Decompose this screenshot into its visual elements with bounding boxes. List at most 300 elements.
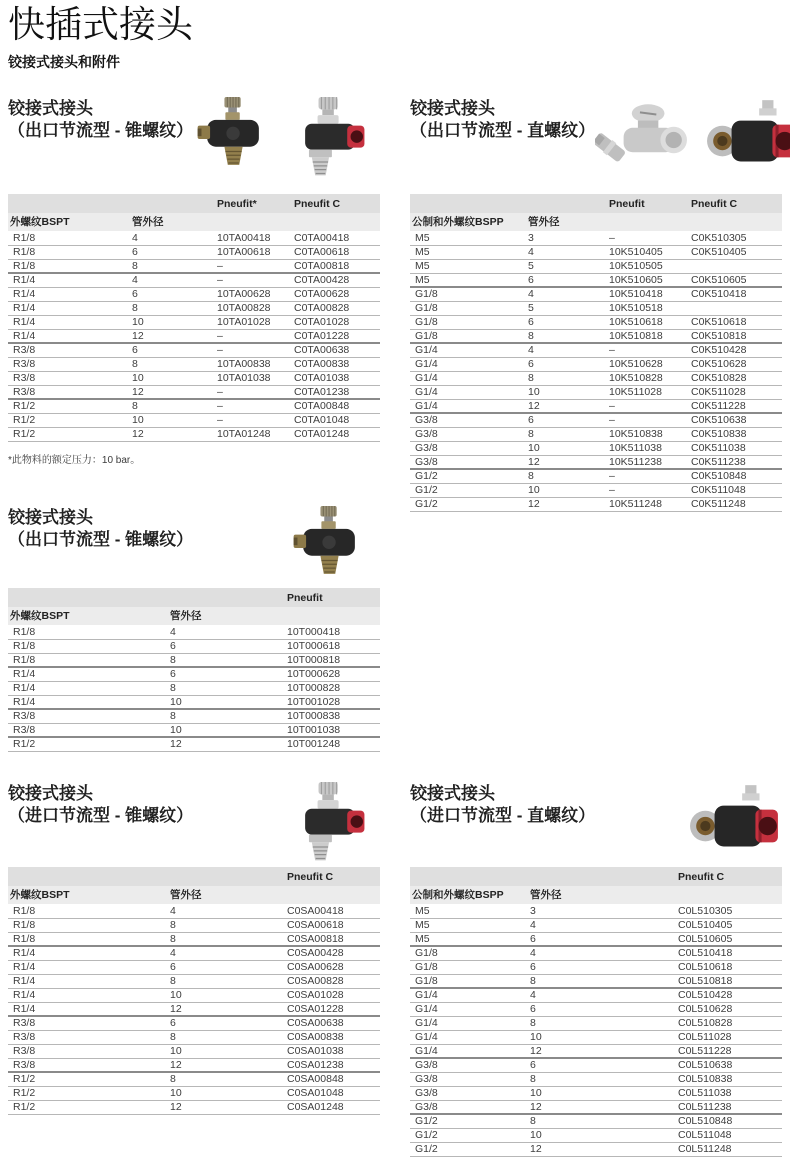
table-row (410, 1044, 782, 1058)
thread-size-cell: R1/4 (8, 960, 168, 974)
tube-od-cell: 6 (130, 245, 215, 259)
part-number-cell: 10K510518 (607, 301, 689, 315)
tube-od-cell: 10 (528, 1128, 676, 1142)
thread-size-cell: R3/8 (8, 709, 168, 723)
part-number-cell: – (607, 399, 689, 413)
part-number-cell: – (215, 273, 292, 287)
table-row (8, 385, 380, 399)
tube-od-cell: 8 (168, 653, 285, 667)
column-header-row (8, 213, 380, 231)
thread-size-cell: R1/4 (8, 287, 130, 301)
thread-size-cell: R1/2 (8, 1072, 168, 1086)
part-number-cell: C0K510848 (689, 469, 782, 483)
table-row (8, 974, 380, 988)
table-row (8, 315, 380, 329)
part-number-cell: C0SA00618 (285, 918, 380, 932)
tube-od-cell: 6 (168, 1016, 285, 1030)
thread-size-cell: R1/4 (8, 946, 168, 960)
product-range-header: Pneufit* (217, 198, 257, 210)
section-title-line2: （出口节流型 - 直螺纹） (410, 121, 596, 140)
tube-od-cell: 12 (130, 427, 215, 441)
tube-od-cell: 6 (130, 343, 215, 357)
part-number-cell: C0K511228 (689, 399, 782, 413)
part-number-cell: 10TA01028 (215, 315, 292, 329)
tube-od-cell: 3 (526, 231, 607, 245)
part-number-cell: C0K510828 (689, 371, 782, 385)
tube-od-cell: 6 (528, 960, 676, 974)
table-row (8, 695, 380, 709)
part-number-cell: C0SA01228 (285, 1002, 380, 1016)
tube-od-cell: 10 (528, 1030, 676, 1044)
empty-header-cell (168, 867, 285, 886)
tube-od-cell: 12 (528, 1100, 676, 1114)
tube-od-cell: 3 (528, 904, 676, 918)
part-number-cell: C0SA00418 (285, 904, 380, 918)
part-number-cell: C0SA01048 (285, 1086, 380, 1100)
fitting-straight-silver-icon (595, 100, 689, 180)
section-header (410, 96, 782, 194)
table-row (8, 301, 380, 315)
tube-od-cell: 4 (130, 273, 215, 287)
part-number-cell: C0SA00628 (285, 960, 380, 974)
fitting-straight-black-red-icon (705, 100, 790, 180)
section-header (8, 96, 380, 194)
thread-size-cell: G3/8 (410, 1058, 528, 1072)
thread-size-cell: R3/8 (8, 723, 168, 737)
thread-size-cell: G1/2 (410, 1128, 528, 1142)
table-row (410, 399, 782, 413)
empty-header-cell (8, 867, 168, 886)
tube-od-cell: 4 (528, 988, 676, 1002)
part-number-cell: C0L510405 (676, 918, 782, 932)
part-number-cell: C0SA00818 (285, 932, 380, 946)
part-number-cell: 10T000618 (285, 639, 380, 653)
table-row (410, 1002, 782, 1016)
thread-size-cell: R3/8 (8, 1030, 168, 1044)
tube-od-cell: 8 (526, 469, 607, 483)
part-number-cell: 10TA00618 (215, 245, 292, 259)
part-number-cell: – (215, 343, 292, 357)
table-row (410, 1128, 782, 1142)
table-row (8, 737, 380, 751)
part-number-cell: C0SA00828 (285, 974, 380, 988)
thread-size-cell: G1/4 (410, 1044, 528, 1058)
tube-od-cell: 6 (168, 639, 285, 653)
part-number-cell: C0L511248 (676, 1142, 782, 1156)
part-number-cell: 10T001028 (285, 695, 380, 709)
section-title (8, 781, 193, 827)
fitting-cone-black-icon (194, 96, 274, 184)
thread-size-cell: R3/8 (8, 371, 130, 385)
thread-size-cell: R3/8 (8, 357, 130, 371)
tube-od-cell: 10 (130, 315, 215, 329)
thread-size-cell: R1/8 (8, 231, 130, 245)
empty-header-cell (410, 194, 526, 213)
part-number-cell: 10T000828 (285, 681, 380, 695)
product-photos (194, 96, 380, 184)
table-row (8, 273, 380, 287)
tube-od-cell: 4 (526, 245, 607, 259)
table-row (410, 441, 782, 455)
table-row (410, 231, 782, 245)
tube-od-cell: 6 (528, 932, 676, 946)
tube-od-cell: 10 (526, 385, 607, 399)
thread-size-cell: R1/4 (8, 329, 130, 343)
part-number-cell: 10TA01248 (215, 427, 292, 441)
tube-od-cell: 6 (168, 960, 285, 974)
part-number-cell: C0K510418 (689, 287, 782, 301)
section-swivel-inlet-throttle-taper (8, 781, 380, 1115)
thread-size-cell: R1/8 (8, 625, 168, 639)
thread-size-cell: R1/2 (8, 1086, 168, 1100)
table-row (410, 974, 782, 988)
thread-size-cell: G1/2 (410, 1114, 528, 1128)
parts-table (8, 867, 380, 1115)
table-row (8, 1016, 380, 1030)
tube-od-cell: 6 (526, 315, 607, 329)
tube-od-cell: 6 (528, 1058, 676, 1072)
tube-od-cell: 12 (130, 329, 215, 343)
thread-size-cell: G1/4 (410, 399, 526, 413)
part-number-cell: C0SA01028 (285, 988, 380, 1002)
tube-od-cell: 8 (526, 329, 607, 343)
table-row (8, 904, 380, 918)
table-row (410, 932, 782, 946)
section-title (8, 505, 193, 551)
tube-od-cell: 8 (130, 357, 215, 371)
empty-header-cell (168, 588, 285, 607)
thread-size-header: 公制和外螺纹BSPP (412, 889, 504, 901)
table-row (8, 287, 380, 301)
table-row (410, 371, 782, 385)
table-row (8, 231, 380, 245)
part-number-cell: C0L511228 (676, 1044, 782, 1058)
thread-size-cell: G3/8 (410, 413, 526, 427)
part-number-cell: 10T000628 (285, 667, 380, 681)
part-number-cell: C0K510838 (689, 427, 782, 441)
part-number-cell: 10K510405 (607, 245, 689, 259)
part-number-cell: 10K510628 (607, 357, 689, 371)
thread-size-cell: R1/8 (8, 904, 168, 918)
tube-od-cell: 6 (130, 287, 215, 301)
table-row (410, 315, 782, 329)
section-title (410, 96, 595, 142)
part-number-cell: C0L510628 (676, 1002, 782, 1016)
thread-size-cell: G3/8 (410, 1100, 528, 1114)
thread-size-cell: G1/8 (410, 315, 526, 329)
table-row (410, 1072, 782, 1086)
part-number-cell: – (607, 231, 689, 245)
product-range-header: Pneufit C (287, 871, 334, 883)
part-number-cell: C0K510405 (689, 245, 782, 259)
product-range-header: Pneufit (609, 198, 645, 210)
thread-size-cell: R1/4 (8, 974, 168, 988)
thread-size-cell: R1/8 (8, 245, 130, 259)
tube-od-cell: 6 (526, 357, 607, 371)
thread-size-cell: G1/4 (410, 988, 528, 1002)
parts-table (410, 194, 782, 512)
masthead (8, 4, 193, 72)
column-header-row (8, 607, 380, 625)
part-number-cell: C0K511038 (689, 441, 782, 455)
part-number-cell (689, 301, 782, 315)
table-row (410, 329, 782, 343)
tube-od-cell: 4 (528, 946, 676, 960)
product-photos (290, 781, 380, 869)
tube-od-cell: 12 (168, 1100, 285, 1114)
thread-size-cell: R1/8 (8, 259, 130, 273)
part-number-cell: C0K510618 (689, 315, 782, 329)
thread-size-cell: R3/8 (8, 1044, 168, 1058)
tube-od-cell: 5 (526, 301, 607, 315)
table-row (410, 385, 782, 399)
part-number-cell: C0K510818 (689, 329, 782, 343)
table-row (410, 469, 782, 483)
thread-size-cell: R1/8 (8, 932, 168, 946)
part-number-cell: C0L511038 (676, 1086, 782, 1100)
part-number-cell: – (607, 343, 689, 357)
tube-od-cell: 8 (528, 1114, 676, 1128)
part-number-cell: 10T000838 (285, 709, 380, 723)
tube-od-cell: 10 (130, 371, 215, 385)
empty-header-cell (285, 886, 380, 904)
parts-table (8, 194, 380, 442)
part-number-cell: C0K510638 (689, 413, 782, 427)
part-number-cell: C0TA01238 (292, 385, 380, 399)
empty-header-cell (130, 194, 215, 213)
page-title: 快插式接头 (8, 4, 193, 45)
part-number-cell: C0TA00838 (292, 357, 380, 371)
thread-size-cell: R1/4 (8, 681, 168, 695)
tube-od-cell: 12 (526, 497, 607, 511)
part-number-cell: C0K511248 (689, 497, 782, 511)
thread-size-cell: M5 (410, 904, 528, 918)
tube-od-cell: 10 (168, 695, 285, 709)
table-row (410, 343, 782, 357)
tube-od-cell: 8 (528, 1072, 676, 1086)
part-number-cell: 10K511028 (607, 385, 689, 399)
section-title-line2: （进口节流型 - 直螺纹） (410, 806, 596, 825)
section-title-line1: 铰接式接头 (410, 99, 495, 118)
table-row (8, 625, 380, 639)
thread-size-cell: R1/4 (8, 315, 130, 329)
section-title (8, 96, 193, 142)
part-number-cell: C0TA00848 (292, 399, 380, 413)
thread-size-cell: G1/8 (410, 287, 526, 301)
table-row (8, 329, 380, 343)
table-row (8, 653, 380, 667)
empty-header-cell (607, 213, 689, 231)
tube-od-header: 管外径 (132, 216, 164, 228)
thread-size-cell: R1/4 (8, 301, 130, 315)
table-row (8, 259, 380, 273)
section-title (410, 781, 595, 827)
part-number-cell: 10T000818 (285, 653, 380, 667)
table-row (8, 1030, 380, 1044)
part-number-cell: C0L510305 (676, 904, 782, 918)
empty-header-cell (215, 213, 292, 231)
table-row (8, 1100, 380, 1114)
product-range-header: Pneufit C (294, 198, 341, 210)
tube-od-cell: 6 (168, 667, 285, 681)
part-number-cell: C0TA01248 (292, 427, 380, 441)
table-row (410, 1142, 782, 1156)
table-row (8, 371, 380, 385)
part-number-cell: C0L511048 (676, 1128, 782, 1142)
thread-size-cell: M5 (410, 231, 526, 245)
table-row (410, 918, 782, 932)
page-subtitle: 铰接式接头和附件 (8, 53, 120, 70)
part-number-cell: C0L510818 (676, 974, 782, 988)
thread-size-cell: R1/2 (8, 399, 130, 413)
thread-size-cell: R3/8 (8, 343, 130, 357)
part-number-cell: 10T001248 (285, 737, 380, 751)
empty-header-cell (528, 867, 676, 886)
tube-od-cell: 4 (168, 904, 285, 918)
tube-od-cell: 8 (526, 371, 607, 385)
part-number-cell: C0TA01048 (292, 413, 380, 427)
thread-size-cell: R1/2 (8, 1100, 168, 1114)
thread-size-cell: R1/8 (8, 639, 168, 653)
product-photos (688, 781, 782, 865)
part-number-cell: C0L510638 (676, 1058, 782, 1072)
thread-size-cell: R1/4 (8, 695, 168, 709)
tube-od-cell: 12 (168, 1002, 285, 1016)
table-row (410, 413, 782, 427)
part-number-cell: 10K510618 (607, 315, 689, 329)
thread-size-cell: R1/4 (8, 988, 168, 1002)
section-header (8, 781, 380, 867)
table-row (8, 681, 380, 695)
part-number-cell: – (215, 385, 292, 399)
part-number-cell: C0SA00638 (285, 1016, 380, 1030)
table-row (8, 932, 380, 946)
empty-header-cell (410, 867, 528, 886)
part-number-cell: 10TA00418 (215, 231, 292, 245)
fitting-cone-silver-red-icon (290, 96, 370, 184)
table-row (8, 1002, 380, 1016)
table-row (410, 483, 782, 497)
table-row (8, 960, 380, 974)
part-number-cell: 10K511248 (607, 497, 689, 511)
table-row (8, 1044, 380, 1058)
product-header-row (410, 194, 782, 213)
tube-od-cell: 8 (168, 918, 285, 932)
part-number-cell: C0SA00838 (285, 1030, 380, 1044)
tube-od-cell: 4 (526, 287, 607, 301)
tube-od-cell: 12 (130, 385, 215, 399)
thread-size-cell: R1/4 (8, 1002, 168, 1016)
product-range-header: Pneufit C (678, 871, 725, 883)
thread-size-cell: G1/4 (410, 371, 526, 385)
thread-size-cell: G1/2 (410, 497, 526, 511)
tube-od-cell: 12 (528, 1142, 676, 1156)
part-number-cell: – (607, 483, 689, 497)
table-row (410, 1114, 782, 1128)
table-row (8, 988, 380, 1002)
thread-size-cell: G1/2 (410, 483, 526, 497)
table-row (410, 273, 782, 287)
part-number-cell: 10T000418 (285, 625, 380, 639)
table-row (8, 1058, 380, 1072)
thread-size-cell: G3/8 (410, 427, 526, 441)
thread-size-cell: G3/8 (410, 455, 526, 469)
tube-od-cell: 4 (526, 343, 607, 357)
empty-header-cell (292, 213, 380, 231)
table-row (410, 904, 782, 918)
part-number-cell: – (215, 399, 292, 413)
table-row (410, 497, 782, 511)
thread-size-cell: M5 (410, 245, 526, 259)
tube-od-cell: 10 (526, 441, 607, 455)
empty-header-cell (285, 607, 380, 625)
part-number-cell: C0K510628 (689, 357, 782, 371)
table-footnote: *此物料的额定压力：10 bar。 (8, 454, 141, 466)
tube-od-cell: 10 (168, 723, 285, 737)
fitting-cone-black-icon (290, 505, 370, 593)
tube-od-cell: 10 (168, 1044, 285, 1058)
table-row (410, 455, 782, 469)
part-number-cell: C0SA00428 (285, 946, 380, 960)
thread-size-cell: R1/8 (8, 918, 168, 932)
table-row (8, 427, 380, 441)
tube-od-cell: 12 (526, 455, 607, 469)
empty-header-cell (526, 194, 607, 213)
part-number-cell: 10K510818 (607, 329, 689, 343)
tube-od-cell: 10 (526, 483, 607, 497)
part-number-cell: C0TA00628 (292, 287, 380, 301)
thread-size-cell: G1/4 (410, 1016, 528, 1030)
part-number-cell: C0L510828 (676, 1016, 782, 1030)
tube-od-cell: 12 (526, 399, 607, 413)
tube-od-cell: 12 (528, 1044, 676, 1058)
table-row (410, 259, 782, 273)
thread-size-cell: G1/8 (410, 301, 526, 315)
table-row (410, 1086, 782, 1100)
part-number-cell: C0TA00618 (292, 245, 380, 259)
parts-table (8, 588, 380, 752)
table-row (8, 639, 380, 653)
tube-od-cell: 8 (528, 1016, 676, 1030)
thread-size-cell: R1/2 (8, 413, 130, 427)
part-number-cell: C0L510418 (676, 946, 782, 960)
thread-size-header: 外螺纹BSPT (10, 216, 70, 228)
section-title-line1: 铰接式接头 (8, 99, 93, 118)
tube-od-cell: 8 (526, 427, 607, 441)
table-row (410, 245, 782, 259)
thread-size-cell: G1/8 (410, 960, 528, 974)
part-number-cell: C0TA01028 (292, 315, 380, 329)
part-number-cell: 10K511238 (607, 455, 689, 469)
part-number-cell: C0L511028 (676, 1030, 782, 1044)
thread-size-cell: G1/8 (410, 946, 528, 960)
section-title-line2: （出口节流型 - 锥螺纹） (8, 121, 194, 140)
part-number-cell: C0TA00418 (292, 231, 380, 245)
table-row (8, 918, 380, 932)
thread-size-cell: M5 (410, 259, 526, 273)
part-number-cell: 10K510505 (607, 259, 689, 273)
section-title-line1: 铰接式接头 (8, 784, 93, 803)
section-swivel-outlet-throttle-taper-pneufit (8, 505, 380, 752)
tube-od-cell: 6 (528, 1002, 676, 1016)
part-number-cell: – (607, 413, 689, 427)
empty-header-cell (676, 886, 782, 904)
part-number-cell: C0SA00848 (285, 1072, 380, 1086)
section-title-line2: （出口节流型 - 锥螺纹） (8, 530, 194, 549)
product-photos (595, 96, 790, 180)
thread-size-header: 外螺纹BSPT (10, 889, 70, 901)
tube-od-cell: 6 (526, 413, 607, 427)
